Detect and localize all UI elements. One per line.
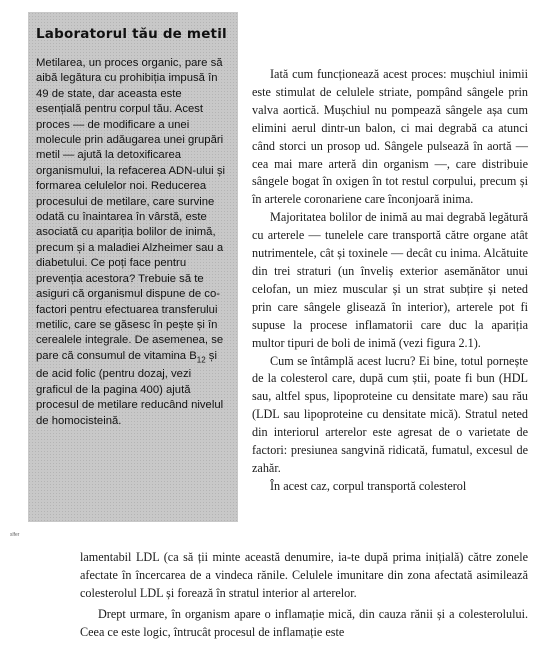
paragraph-2: Majoritatea bolilor de inimă au mai degrabă legătură cu arterele — tunelele care transportă către organe atât nutrimentele, cât și toxinele — decât cu inima. Alcătuite din trei straturi (un înveliș exterior asemănător unui celofan, un miez muscular și un strat subțire și neted prin care sângele glisează în interior), arterele pot fi supuse la procese inflamatorii care duc la apariția multor tipuri de boli de inimă (vezi figura 2.1). <box>252 210 528 350</box>
corner-mark: slfer <box>10 532 20 538</box>
vitamin-subscript: 12 <box>196 354 206 364</box>
full-width-text <box>80 549 528 642</box>
paragraph-3: Cum se întâmplă acest lucru? Ei bine, totul pornește de la colesterol care, după cum știi, poate fi bun (HDL sau, altfel spus, lipoproteine cu densitate mare) sau rău (LDL sau lipoproteine cu densitate mică). Stratul neted din interiorul arterelor este agresat de o varietate de factori: presiunea sangvină ridicată, fumatul, excesul de zahăr. <box>252 353 528 475</box>
sidebar-text <box>36 56 230 429</box>
paragraph-4-start: În acest caz, corpul transportă colesterol <box>270 478 467 493</box>
sidebar-title: Laboratorul tău de metil <box>36 26 227 42</box>
sidebar-text-part2: și de acid folic (pentru dozaj, vezi graficul de la pagina 400) ajută procesul de metilare reducând nivelul de homocisteină. <box>36 349 224 427</box>
paragraph-4-continued: lamentabil LDL (ca să ții minte această denumire, ia-te după prima inițială) către zonele afectate în încercarea de a vindeca rănile. Celulele imunitare din zona afectată asimilează colesterolul LDL și forează în stratul interior al arterelor. <box>80 550 528 600</box>
paragraph-5: Drept urmare, în organism apare o inflamație mică, din cauza rănii și a colesterolului. Ceea ce este logic, întrucât procesul de inflamație este <box>80 607 528 640</box>
paragraph-1: Iată cum funcționează acest proces: mușchiul inimii este stimulat de celulele striate, pompând sângele prin valva aortică. Mușchiul nu pompează sângele așa cum elimini aerul dintr-un balon, ci mai degrabă ca atunci când storci un prosop ud. Sângele pulsează în aortă — cea mai mare arteră din organism —, care distribuie sângele bogat în oxigen în tot restul corpului, precum și în arterele coronariene care înconjoară inima. <box>252 67 528 207</box>
sidebar-text-part1: Metilarea, un proces organic, pare să aibă legătura cu prohibiția impusă în 49 de state, dar aceasta este esențială pentru corpul tău. Acest proces — de modificare a unei molecule prin adăugarea unei grupări metil — ajută la detoxificarea organismului, la refacerea ADN-ului și formarea celulelor noi. Reducerea procesului de metilare, care survine odată cu înaintarea în vârstă, este asociată cu apariția bolilor de inimă, precum și a maladiei Alzheimer sau a diabetului. Ce poți face pentru prevenția acestora? Trebuie să te asiguri că organismul dispune de co-factori pentru efectuarea transferului metilic, care se găsesc în pește și în cerealele integrale. De asemenea, se pare că consumul de vitamina B <box>36 57 225 362</box>
right-column <box>252 66 528 496</box>
sidebar-box <box>28 12 238 522</box>
